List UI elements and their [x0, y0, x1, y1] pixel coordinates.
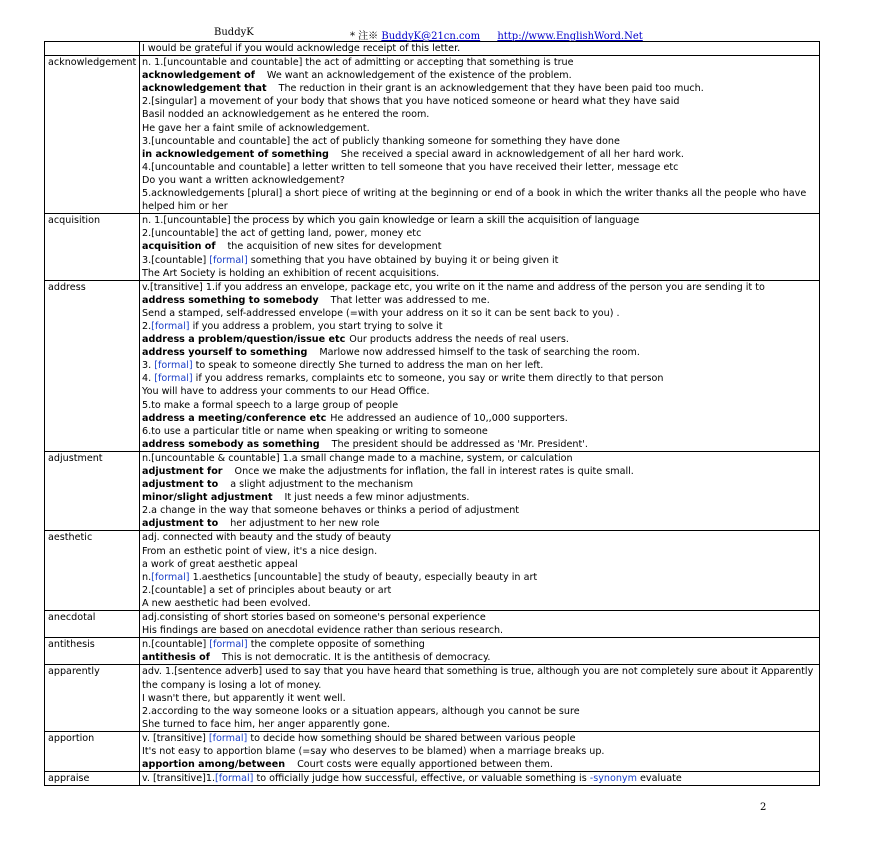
definition-text: adj. connected with beauty and the study of beauty [142, 532, 392, 544]
register-label: [formal] [154, 360, 193, 372]
page-header [0, 27, 870, 41]
definition-text: 5.acknowledgements [plural] a short piece of writing at the beginning or end of a book in which the writer thanks all the people who have helped him or her [142, 188, 807, 213]
definition-prefix: 3.[countable] [142, 254, 210, 266]
definition-text: Marlowe now addressed himself to the task of searching the room. [319, 347, 640, 359]
collocation-phrase: address something to somebody [142, 294, 319, 306]
definition-line [142, 584, 817, 597]
definition-prefix: 3. [142, 360, 155, 372]
definition-text: 4.[uncountable and countable] a letter written to tell someone that you have received their letter, message etc [142, 161, 679, 173]
definition-text: The president should be addressed as 'Mr. President'. [331, 438, 588, 450]
entry-definition [140, 665, 820, 731]
definition-text: From an esthetic point of view, it's a nice design. [142, 545, 378, 557]
collocation-phrase: acquisition of [142, 241, 216, 253]
definition-text: adj.consisting of short stories based on someone's personal experience [142, 612, 486, 624]
collocation-phrase: address a meeting/conference etc [142, 412, 327, 424]
register-label: [formal] [154, 373, 193, 385]
definition-line [142, 281, 817, 294]
definition-line [142, 438, 817, 451]
collocation-phrase: adjustment to [142, 518, 219, 530]
definition-text: adv. 1.[sentence adverb] used to say that you have heard that something is true, although you are not completely sure about it Apparently the company is losing a lot of money. [142, 666, 814, 691]
entry-definition [140, 56, 820, 214]
header-email-link[interactable]: BuddyK@21cn.com [381, 31, 481, 42]
definition-text: to decide how something should be shared between various people [247, 732, 576, 744]
collocation-phrase: adjustment for [142, 466, 223, 477]
collocation-phrase: antithesis of [142, 652, 210, 664]
definition-line [142, 638, 817, 651]
definition-prefix: 4. [142, 373, 155, 385]
definition-line [142, 745, 817, 758]
entry-headword: antithesis [45, 638, 140, 665]
entry-definition [140, 42, 820, 56]
collocation-phrase: address a problem/question/issue etc [142, 334, 346, 346]
definition-line [142, 214, 817, 227]
definition-text: 2.[countable] a set of principles about beauty or art [142, 584, 392, 596]
definition-text: Basil nodded an acknowledgement as he entered the room. [142, 109, 430, 121]
definition-line [142, 718, 817, 731]
entry-headword [45, 42, 140, 56]
definition-line [142, 758, 817, 771]
definition-line [142, 491, 817, 504]
definition-text: the acquisition of new sites for development [227, 241, 442, 253]
entry-headword: aesthetic [45, 531, 140, 611]
definition-line [142, 425, 817, 438]
register-label: [formal] [208, 732, 248, 744]
synonym-label: -synonym [589, 773, 637, 785]
collocation-phrase: apportion among/between [142, 759, 286, 771]
definition-text: The reduction in their grant is an acknowledgement that they have been paid too much. [278, 83, 704, 95]
definition-text: He addressed an audience of 10,,000 supporters. [330, 412, 568, 424]
dictionary-entry-row [45, 451, 820, 531]
definition-text: 2.[singular] a movement of your body that shows that you have noticed someone or heard what they have said [142, 96, 680, 108]
definition-text: 6.to use a particular title or name when speaking or writing to someone [142, 425, 488, 437]
entry-headword: adjustment [45, 451, 140, 531]
definition-line [142, 254, 817, 267]
definition-text: We want an acknowledgement of the existence of the problem. [266, 70, 572, 82]
header-contact [350, 27, 643, 42]
definition-text: v.[transitive] 1.if you address an envelope, package etc, you write on it the name and address of the person you are sending it to [142, 281, 765, 293]
header-author: BuddyK [214, 27, 254, 38]
definition-text: to speak to someone directly She turned to address the man on her left. [192, 360, 544, 372]
definition-line [142, 732, 817, 745]
definition-line [142, 624, 817, 637]
definition-text: a work of great aesthetic appeal [142, 558, 298, 570]
definition-line [142, 705, 817, 718]
definition-line [142, 452, 817, 465]
collocation-phrase: acknowledgement that [142, 83, 267, 95]
dictionary-entry-row [45, 638, 820, 665]
definition-text: The Art Society is holding an exhibition of recent acquisitions. [142, 267, 440, 279]
register-label: [formal] [151, 571, 190, 583]
collocation-phrase: acknowledgement of [142, 70, 255, 82]
dictionary-entry-row [45, 731, 820, 771]
entry-headword: acknowledgement [45, 56, 140, 214]
collocation-phrase: adjustment to [142, 479, 219, 491]
definition-text: to officially judge how successful, effective, or valuable something is [253, 773, 590, 785]
definition-line [142, 122, 817, 135]
header-prefix: * 注※ [350, 31, 379, 42]
definition-line [142, 665, 817, 691]
register-label: [formal] [209, 639, 248, 651]
definition-text: Do you want a written acknowledgement? [142, 174, 345, 186]
definition-line [142, 56, 817, 69]
entry-definition [140, 531, 820, 611]
definition-line [142, 504, 817, 517]
definition-line [142, 412, 817, 425]
definition-text: something that you have obtained by buying it or being given it [247, 254, 559, 266]
dictionary-table [44, 41, 820, 786]
collocation-phrase: in acknowledgement of something [142, 148, 329, 160]
definition-line [142, 478, 817, 491]
definition-text: She received a special award in acknowledgement of all her hard work. [340, 148, 684, 160]
definition-text: if you address remarks, complaints etc to someone, you say or write them directly to that person [192, 373, 664, 385]
entry-definition [140, 280, 820, 451]
definition-text: Court costs were equally apportioned between them. [297, 759, 553, 771]
definition-line [142, 95, 817, 108]
definition-text: I wasn't there, but apparently it went well. [142, 692, 346, 704]
definition-text: the complete opposite of something [247, 639, 425, 651]
dictionary-entry-row [45, 214, 820, 280]
definition-prefix: v. [transitive] [142, 732, 209, 744]
definition-line [142, 597, 817, 610]
entry-definition [140, 214, 820, 280]
dictionary-entry-row [45, 531, 820, 611]
definition-line [142, 82, 817, 95]
definition-line [142, 465, 817, 478]
definition-line [142, 227, 817, 240]
definition-line [142, 359, 817, 372]
definition-line [142, 611, 817, 624]
definition-text: It just needs a few minor adjustments. [284, 492, 470, 504]
definition-line [142, 333, 817, 346]
definition-line [142, 294, 817, 307]
definition-line [142, 651, 817, 664]
register-label: [formal] [215, 773, 254, 785]
collocation-phrase: minor/slight adjustment [142, 492, 273, 504]
definition-text: n. 1.[uncountable] the process by which you gain knowledge or learn a skill the acquisition of language [142, 215, 640, 227]
register-label: [formal] [209, 254, 248, 266]
definition-line [142, 240, 817, 253]
definition-text: Our products address the needs of real users. [349, 334, 569, 346]
definition-text: That letter was addressed to me. [330, 294, 490, 306]
definition-text: Once we make the adjustments for inflation, the fall in interest rates is quite small. [234, 466, 634, 477]
header-url-link[interactable]: http://www.EnglishWord.Net [497, 31, 643, 42]
entry-definition [140, 772, 820, 786]
definition-text: a slight adjustment to the mechanism [230, 479, 414, 491]
definition-line [142, 517, 817, 530]
dictionary-entry-row [45, 611, 820, 638]
dictionary-entry-row [45, 280, 820, 451]
definition-line [142, 545, 817, 558]
definition-line [142, 307, 817, 320]
synonym-word: evaluate [636, 773, 682, 785]
definition-line [142, 772, 817, 785]
definition-line [142, 385, 817, 398]
definition-prefix: n.[countable] [142, 639, 210, 651]
definition-text: 1.aesthetics [uncountable] the study of beauty, especially beauty in art [189, 571, 538, 583]
definition-text: I would be grateful if you would acknowledge receipt of this letter. [142, 43, 461, 54]
definition-text: Send a stamped, self-addressed envelope (=with your address on it so it can be sent back to you) . [142, 307, 620, 319]
definition-line [142, 42, 817, 55]
definition-text: n.[uncountable & countable] 1.a small change made to a machine, system, or calculation [142, 452, 573, 464]
entry-definition [140, 638, 820, 665]
entry-headword: apparently [45, 665, 140, 731]
definition-text: her adjustment to her new role [230, 518, 380, 530]
page-number: 2 [760, 802, 767, 813]
entry-definition [140, 731, 820, 771]
dictionary-entry-row [45, 42, 820, 56]
definition-text: 2.a change in the way that someone behaves or thinks a period of adjustment [142, 505, 520, 517]
definition-line [142, 148, 817, 161]
definition-line [142, 346, 817, 359]
dictionary-entry-row [45, 665, 820, 731]
entry-definition [140, 451, 820, 531]
definition-text: n. 1.[uncountable and countable] the act of admitting or accepting that something is true [142, 57, 574, 69]
definition-text: He gave her a faint smile of acknowledgement. [142, 122, 370, 134]
definition-line [142, 558, 817, 571]
dictionary-entry-row [45, 56, 820, 214]
entry-headword: anecdotal [45, 611, 140, 638]
definition-line [142, 399, 817, 412]
definition-line [142, 692, 817, 705]
definition-text: This is not democratic. It is the antithesis of democracy. [221, 652, 491, 664]
definition-text: She turned to face him, her anger apparently gone. [142, 718, 390, 730]
definition-text: 2.according to the way someone looks or a situation appears, although you cannot be sure [142, 705, 580, 717]
definition-line [142, 372, 817, 385]
collocation-phrase: address yourself to something [142, 347, 308, 359]
definition-text: A new aesthetic had been evolved. [142, 597, 311, 609]
definition-line [142, 161, 817, 174]
definition-line [142, 531, 817, 544]
dictionary-entry-row [45, 772, 820, 786]
definition-text: 2.[uncountable] the act of getting land, power, money etc [142, 228, 422, 240]
entry-headword: acquisition [45, 214, 140, 280]
definition-text: 3.[uncountable and countable] the act of publicly thanking someone for something they have done [142, 135, 620, 147]
definition-line [142, 571, 817, 584]
register-label: [formal] [151, 320, 190, 332]
definition-line [142, 174, 817, 187]
entry-headword: appraise [45, 772, 140, 786]
definition-text: if you address a problem, you start trying to solve it [189, 320, 443, 332]
definition-text: His findings are based on anecdotal evidence rather than serious research. [142, 625, 504, 637]
entry-definition [140, 611, 820, 638]
definition-prefix: 2. [142, 320, 152, 332]
definition-text: It's not easy to apportion blame (=say who deserves to be blamed) when a marriage breaks up. [142, 745, 605, 757]
definition-line [142, 135, 817, 148]
definition-text: You will have to address your comments to our Head Office. [142, 386, 430, 398]
definition-line [142, 267, 817, 280]
entry-headword: apportion [45, 731, 140, 771]
definition-line [142, 320, 817, 333]
entry-headword: address [45, 280, 140, 451]
definition-line [142, 187, 817, 213]
definition-line [142, 69, 817, 82]
definition-prefix: v. [transitive]1. [142, 773, 216, 785]
definition-prefix: n. [142, 571, 152, 583]
definition-text: 5.to make a formal speech to a large group of people [142, 399, 399, 411]
definition-line [142, 108, 817, 121]
collocation-phrase: address somebody as something [142, 438, 320, 450]
